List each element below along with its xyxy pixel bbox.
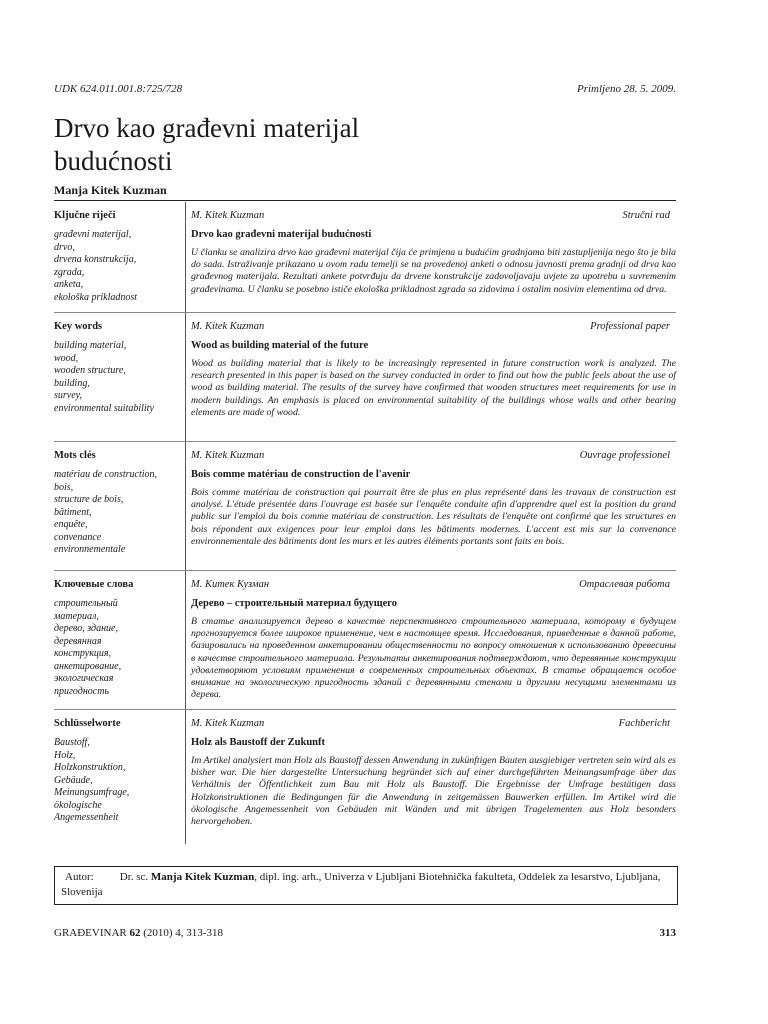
abstract-author: M. Kitek Kuzman (191, 321, 265, 332)
keyword-item: Meinungsumfrage, (54, 787, 130, 798)
abstract-meta (191, 579, 676, 593)
keywords-list (54, 229, 182, 304)
keywords-list (54, 340, 182, 415)
abstract-section (54, 442, 676, 571)
abstract-text: Bois comme matériau de construction qui pourrait être de plus en plus représenté dans les travaux de construction est analysé. L'étude présentée dans l'ouvrage est basée sur l'enquête conduite afin d'apprendre quel est la position du grand public sur l'emploi du bois comme matériau de construction. Les résultats de l'enquête ont confirmé que les structures en bois répondent aux exigences pour leur emploi dans les bâtiments modernes. L'accent est mis sur la convenance environnementale des bâtiments dont les murs et les autres éléments portants sont faits en bois. (191, 487, 676, 547)
keyword-item: дерево, здание, (54, 623, 118, 634)
keyword-item: bois, (54, 481, 74, 493)
abstract-text: Wood as building material that is likely to be increasingly represented in future construction work is analyzed. The research presented in this paper is based on the survey conducted in order to find out how the public feels about the use of wood as building material. The results of the survey have confirmed that wooden structures meet requirements for use in modern buildings. An emphasis is placed on environmental suitability of the buildings whose walls and other bearing elements are made of wood. (191, 358, 676, 418)
keyword-item: строительный (54, 598, 118, 609)
keyword-item: Holz, (54, 749, 76, 761)
abstract-text: Im Artikel analysiert man Holz als Baustoff dessen Anwendung in zukünftigen Bauten ausgiebiger vertreten sein wird als es bisher war. Die hier dargestellte Untersuchung begründet sich auf einer durchgeführten Meinungsumfrage über das Verhältnis der Öffentlichkeit zum Bau mit Holz als Baustoff. Die Ergebnisse der Umfrage bestätigen dass Holzkonstruktionen die Bedingungen für die Anwendung in zeitgemässen Bauwerken erfüllen. Im Artikel wird die ökologische Angemessenheit von Gebäuden mit Wänden und mit übrigen Tragelementen aus Holz besonders hervorgehoben. (191, 755, 676, 828)
keyword-item: конструкция, (54, 648, 112, 659)
keyword-item: convenance (54, 531, 102, 543)
author-box-prefix: Dr. sc. (119, 871, 149, 883)
keywords-column (54, 571, 182, 698)
article-title: Drvo kao građevni materijal budućnosti (54, 113, 360, 176)
keywords-heading: Ključne riječi (54, 210, 116, 221)
abstract-meta (191, 210, 676, 224)
keyword-item: wood, (54, 352, 79, 364)
keywords-list (54, 737, 182, 825)
keyword-item: bâtiment, (54, 506, 92, 518)
abstract-author: M. Kitek Kuzman (191, 450, 265, 461)
keyword-item: Holzkonstruktion, (54, 762, 126, 773)
author-info-box (54, 866, 678, 905)
keyword-item: environnementale (54, 544, 126, 555)
abstract-column (191, 442, 676, 548)
keyword-item: drvena konstrukcija, (54, 254, 137, 265)
abstract-meta (191, 450, 676, 464)
keywords-heading: Schlüsselworte (54, 718, 121, 729)
keyword-item: ekološka prikladnost (54, 291, 138, 303)
column-divider (185, 710, 186, 844)
abstract-meta (191, 321, 676, 335)
keywords-heading: Mots clés (54, 450, 96, 461)
keywords-column (54, 442, 182, 557)
keywords-list (54, 469, 182, 557)
column-divider (185, 202, 186, 312)
keyword-item: building material, (54, 340, 127, 351)
abstract-column (191, 313, 676, 419)
keyword-item: drvo, (54, 241, 75, 253)
keyword-item: zgrada, (54, 266, 85, 278)
abstract-text: В статье анализируется дерево в качестве перспективного строительного материала, которому в будущем прогнозируется более широкое применение, чем в настоящее время. Исследования, приведенные в данной работе, базировались на проведенном анкетировании общественности по вопросу отношения к использованию древесины в качестве строительного материала. Результаты анкетирования подтверждают, что деревянные конструкции удовлетворяют условиям применения в современных строительных объектах. В статье обращается особое внимание на экологическую пригодность зданий с деревянными стенами и другими несущими элементами из дерева. (191, 616, 676, 701)
author-box-details: , dipl. ing. arh., Univerza v Ljubljani Biotehnička fakulteta, Oddelek za lesarstvo, Ljubljana, Slovenija (61, 871, 661, 898)
journal-issue: (2010) 4, 313-318 (143, 927, 223, 939)
keyword-item: environmental suitability (54, 402, 154, 414)
keyword-item: Angemessenheit (54, 812, 119, 823)
udk-code: UDK 624.011.001.8:725/728 (54, 83, 183, 95)
keyword-item: survey, (54, 390, 83, 401)
abstract-text: U članku se analizira drvo kao građevni materijal čija će primjena u budućim gradnjama biti zastupljenija nego što je bila do sada. Istraživanje prikazano u ovom radu temelji se na provedenoj anketi o odnosu javnosti prema gradnji od drva kao građevnog materijala. Rezultati ankete potvrđuju da drvene konstrukcije zadovoljavaju uvjete za upotrebu u suvremenim građevinama. U članku se posebno ističe ekološka prikladnost zgrada sa zidovima i ostalim nosivim elementima od drva. (191, 247, 676, 295)
keyword-item: structure de bois, (54, 494, 124, 505)
abstract-section (54, 313, 676, 442)
keywords-column (54, 202, 182, 304)
journal-name: GRAĐEVINAR (54, 927, 127, 939)
received-date: Primljeno 28. 5. 2009. (577, 83, 676, 95)
keyword-item: wooden structure, (54, 365, 126, 376)
abstract-column (191, 571, 676, 701)
abstract-column (191, 202, 676, 296)
keyword-item: экологическая (54, 673, 114, 684)
keyword-item: материал, (54, 610, 99, 622)
keyword-item: Baustoff, (54, 737, 90, 748)
keywords-heading: Ключевые слова (54, 579, 134, 590)
keyword-item: enquête, (54, 519, 88, 530)
keyword-item: анкетирование, (54, 660, 122, 672)
column-divider (185, 442, 186, 570)
page-number: 313 (659, 927, 676, 939)
abstract-meta (191, 718, 676, 732)
header-rule (54, 200, 676, 201)
paper-type: Ouvrage professionel (579, 450, 670, 461)
abstract-title: Holz als Baustoff der Zukunft (191, 737, 325, 748)
abstract-title: Wood as building material of the future (191, 340, 369, 351)
keyword-item: anketa, (54, 279, 84, 290)
abstract-title: Bois comme matériau de construction de l'avenir (191, 469, 411, 480)
keyword-item: пригодность (54, 685, 109, 697)
keyword-item: ökologische (54, 799, 102, 811)
keywords-column (54, 710, 182, 825)
paper-type: Fachbericht (618, 718, 670, 729)
paper-type: Professional paper (590, 321, 670, 332)
author-box-name: Manja Kitek Kuzman (150, 871, 255, 883)
keyword-item: matériau de construction, (54, 469, 158, 480)
keyword-item: building, (54, 377, 90, 389)
column-divider (185, 313, 186, 441)
abstract-section (54, 571, 676, 710)
keyword-item: građevni materijal, (54, 229, 132, 240)
keywords-heading: Key words (54, 321, 103, 332)
paper-type: Отраслевая работа (579, 579, 670, 590)
abstract-author: M. Kitek Kuzman (191, 210, 265, 221)
abstract-title: Дерево – строительный материал будущего (191, 598, 398, 609)
abstracts-grid (54, 202, 676, 844)
column-divider (185, 571, 186, 709)
keywords-column (54, 313, 182, 415)
abstract-column (191, 710, 676, 828)
keywords-list (54, 598, 182, 698)
keyword-item: Gebäude, (54, 774, 93, 786)
abstract-author: M. Kitek Kuzman (191, 718, 265, 729)
article-author: Manja Kitek Kuzman (54, 183, 167, 197)
abstract-section (54, 710, 676, 844)
abstract-section (54, 202, 676, 313)
journal-citation (54, 927, 223, 939)
paper-type: Stručni rad (622, 210, 670, 221)
author-box-label: Autor: (65, 871, 94, 883)
abstract-title: Drvo kao građevni materijal budućnosti (191, 229, 372, 240)
keyword-item: деревянная (54, 635, 102, 647)
journal-volume: 62 (129, 927, 141, 939)
abstract-author: М. Китек Кузман (191, 579, 270, 590)
